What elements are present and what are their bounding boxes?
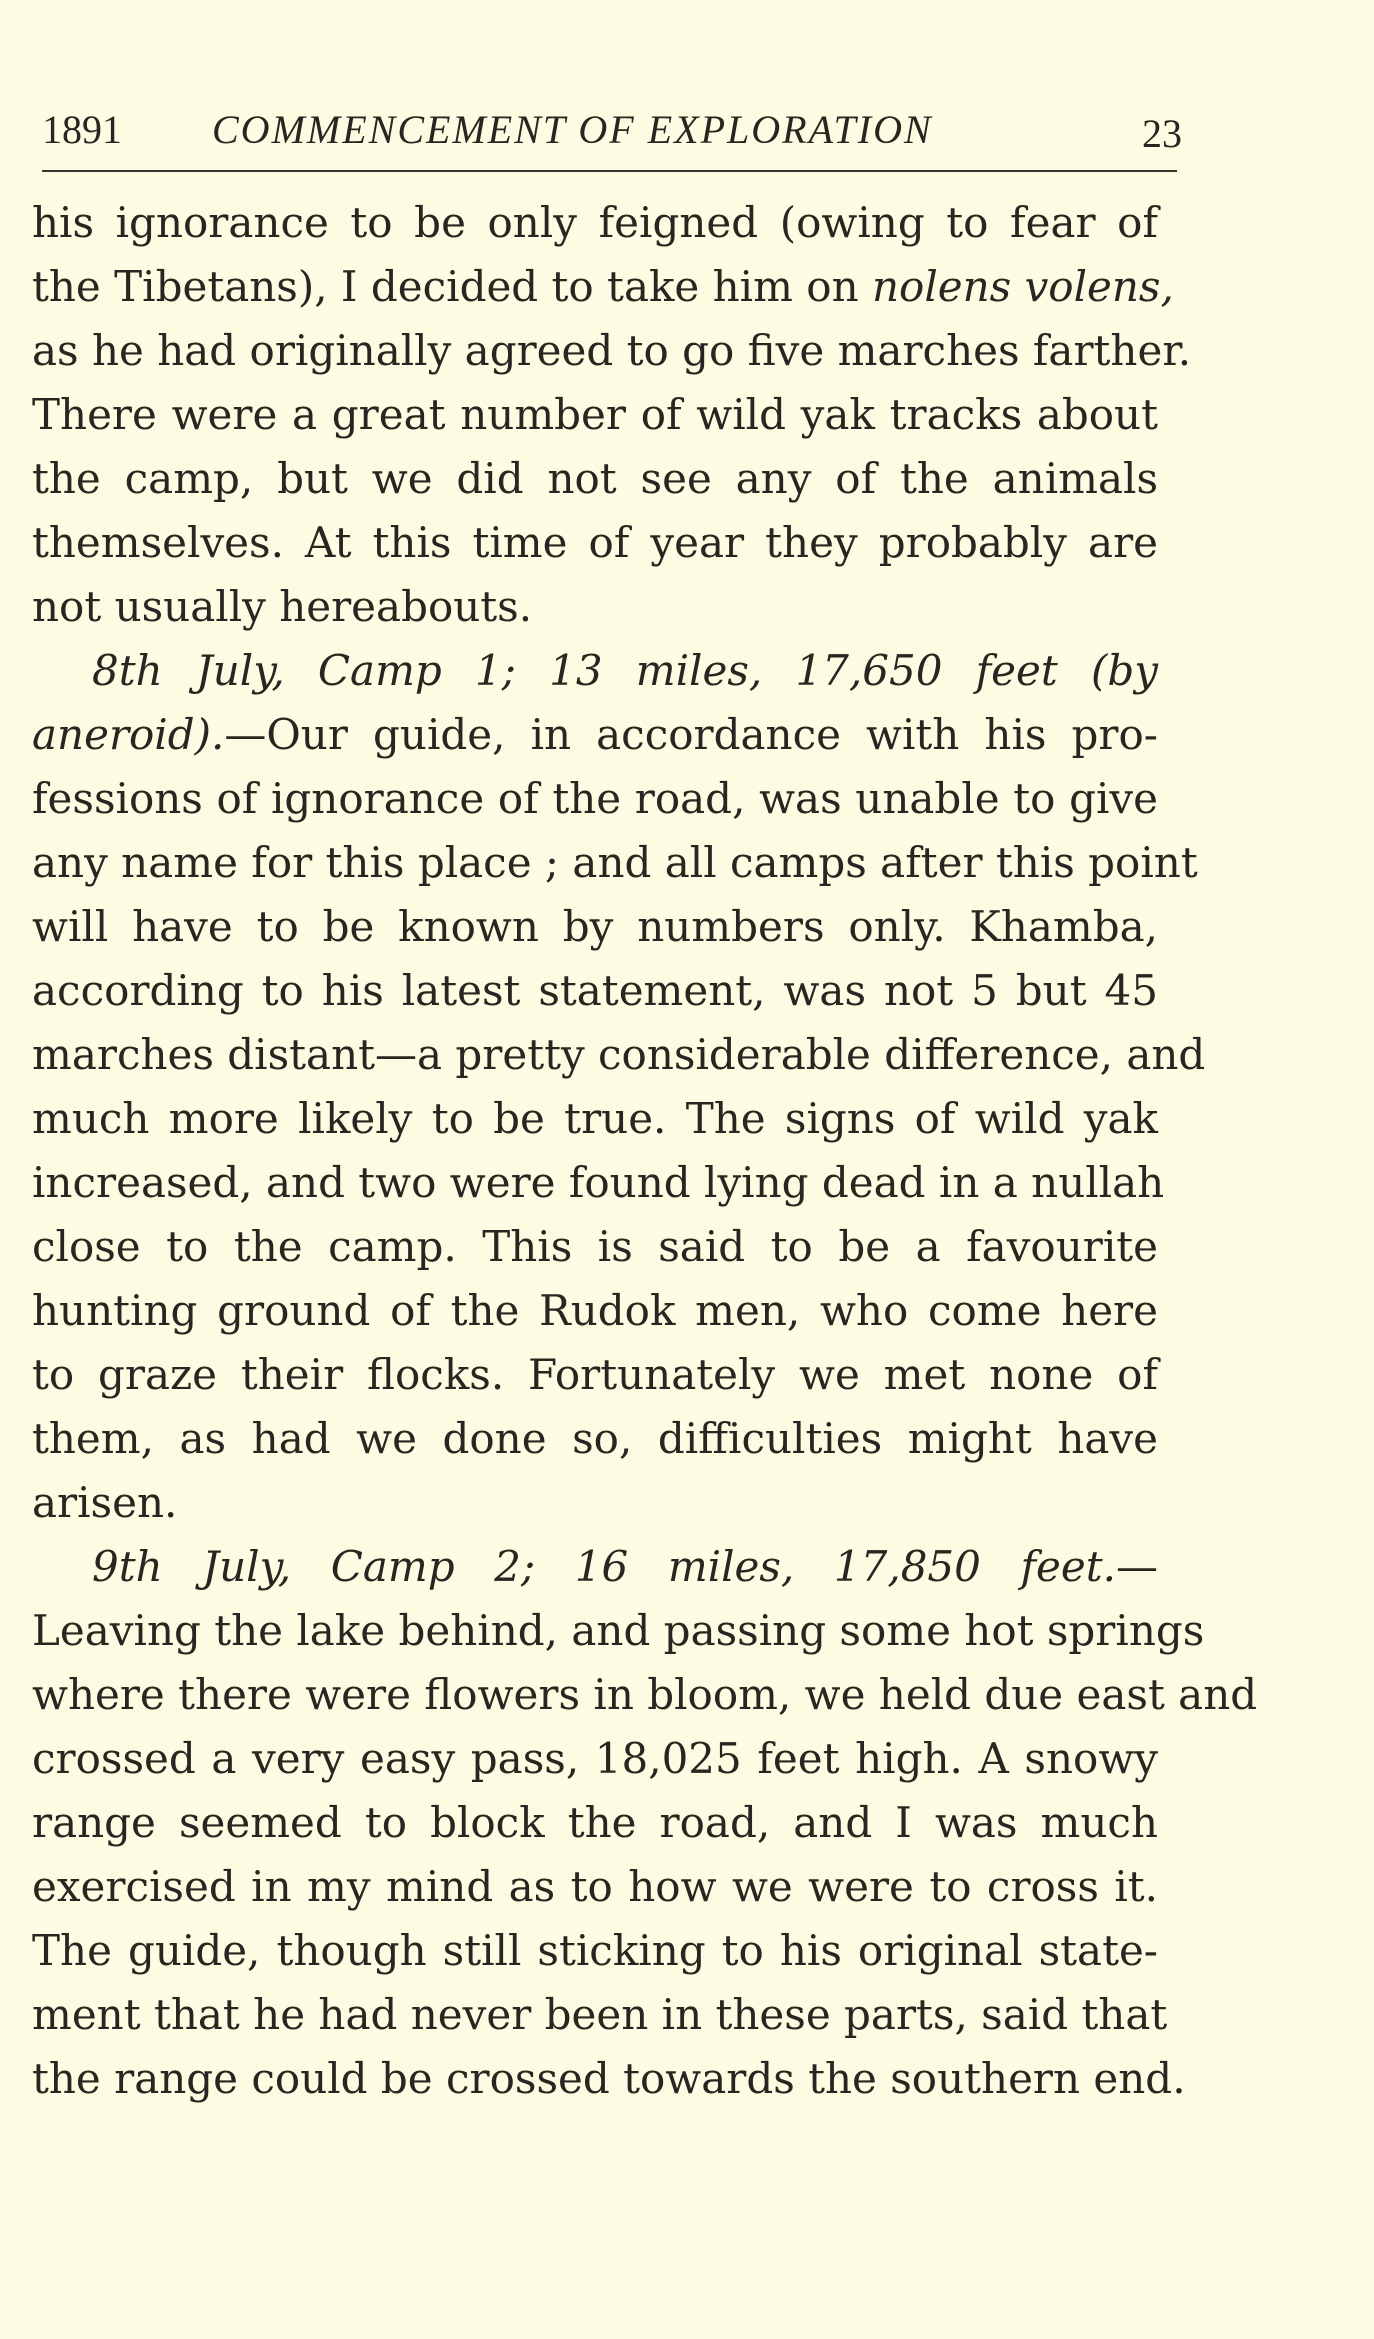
- header-year: 1891: [42, 107, 122, 152]
- text-segment: not usually hereabouts.: [32, 582, 533, 631]
- text-line: [32, 383, 1158, 447]
- text-segment: hunting ground of the Rudok men, who come here: [32, 1286, 1158, 1335]
- text-segment: The guide, though still sticking to his original state-: [32, 1926, 1158, 1975]
- header-rule: [42, 170, 1177, 172]
- text-line: [32, 895, 1158, 959]
- text-segment: fessions of ignorance of the road, was unable to give: [32, 774, 1158, 823]
- text-segment: —Our guide, in accordance with his pro-: [224, 710, 1158, 759]
- text-segment: the camp, but we did not see any of the animals: [32, 454, 1158, 503]
- text-line: [32, 1343, 1158, 1407]
- text-segment: them, as had we done so, difficulties might have: [32, 1414, 1158, 1463]
- italic-text: nolens volens,: [871, 262, 1174, 311]
- text-line: [32, 255, 1174, 319]
- text-segment: crossed a very easy pass, 18,025 feet high. A snowy: [32, 1734, 1158, 1783]
- text-line: [32, 1599, 1205, 1663]
- text-line: [32, 767, 1158, 831]
- text-line: [32, 1983, 1168, 2047]
- italic-text: 9th July, Camp 2; 16 miles, 17,850 feet.: [92, 1542, 1116, 1591]
- text-segment: the range could be crossed towards the southern end.: [32, 2054, 1186, 2103]
- text-segment: There were a great number of wild yak tracks about: [32, 390, 1158, 439]
- text-line: [32, 1791, 1158, 1855]
- italic-text: aneroid).: [32, 710, 225, 759]
- text-line: [32, 1663, 1258, 1727]
- text-line: [32, 1535, 1158, 1599]
- text-segment: increased, and two were found lying dead in a nullah: [32, 1158, 1165, 1207]
- text-segment: range seemed to block the road, and I was much: [32, 1798, 1158, 1847]
- text-line: [32, 831, 1198, 895]
- text-segment: arisen.: [32, 1478, 178, 1527]
- text-segment: as he had originally agreed to go five marches farther.: [32, 326, 1192, 375]
- text-segment: close to the camp. This is said to be a favourite: [32, 1222, 1158, 1271]
- body-text: [32, 191, 1258, 2111]
- text-line: [32, 2047, 1186, 2111]
- text-segment: themselves. At this time of year they probably are: [32, 518, 1158, 567]
- text-line: [32, 1023, 1206, 1087]
- text-line: [32, 511, 1158, 575]
- text-line: [32, 1279, 1158, 1343]
- text-segment: much more likely to be true. The signs of wild yak: [32, 1094, 1158, 1143]
- text-segment: any name for this place ; and all camps after this point: [32, 838, 1198, 887]
- text-segment: Leaving the lake behind, and passing some hot springs: [32, 1606, 1205, 1655]
- text-line: [32, 191, 1158, 255]
- page-number: 23: [1142, 111, 1182, 156]
- text-line: [32, 1919, 1158, 1983]
- text-line: [32, 1407, 1158, 1471]
- text-line: [32, 447, 1158, 511]
- text-line: [32, 319, 1192, 383]
- text-line: [32, 1215, 1158, 1279]
- text-line: [32, 575, 1158, 639]
- text-line: [32, 1727, 1158, 1791]
- text-segment: to graze their flocks. Fortunately we met none of: [32, 1350, 1158, 1399]
- text-segment: according to his latest statement, was not 5 but 45: [32, 966, 1158, 1015]
- text-line: [32, 1471, 1158, 1535]
- text-line: [32, 703, 1158, 767]
- text-segment: where there were flowers in bloom, we held due east and: [32, 1670, 1258, 1719]
- text-segment: —: [1116, 1542, 1158, 1591]
- header-title: COMMENCEMENT OF EXPLORATION: [212, 107, 933, 152]
- text-line: [32, 1855, 1158, 1919]
- running-head: [42, 100, 1182, 160]
- text-line: [32, 639, 1158, 703]
- text-segment: his ignorance to be only feigned (owing to fear of: [32, 198, 1158, 247]
- text-line: [32, 1087, 1158, 1151]
- text-line: [32, 959, 1158, 1023]
- text-line: [32, 1151, 1165, 1215]
- text-segment: exercised in my mind as to how we were to cross it.: [32, 1862, 1158, 1911]
- text-segment: the Tibetans), I decided to take him on: [32, 262, 872, 311]
- italic-text: 8th July, Camp 1; 13 miles, 17,650 feet (by: [92, 646, 1158, 695]
- text-segment: will have to be known by numbers only. Khamba,: [32, 902, 1158, 951]
- text-segment: marches distant—a pretty considerable difference, and: [32, 1030, 1206, 1079]
- text-segment: ment that he had never been in these parts, said that: [32, 1990, 1168, 2039]
